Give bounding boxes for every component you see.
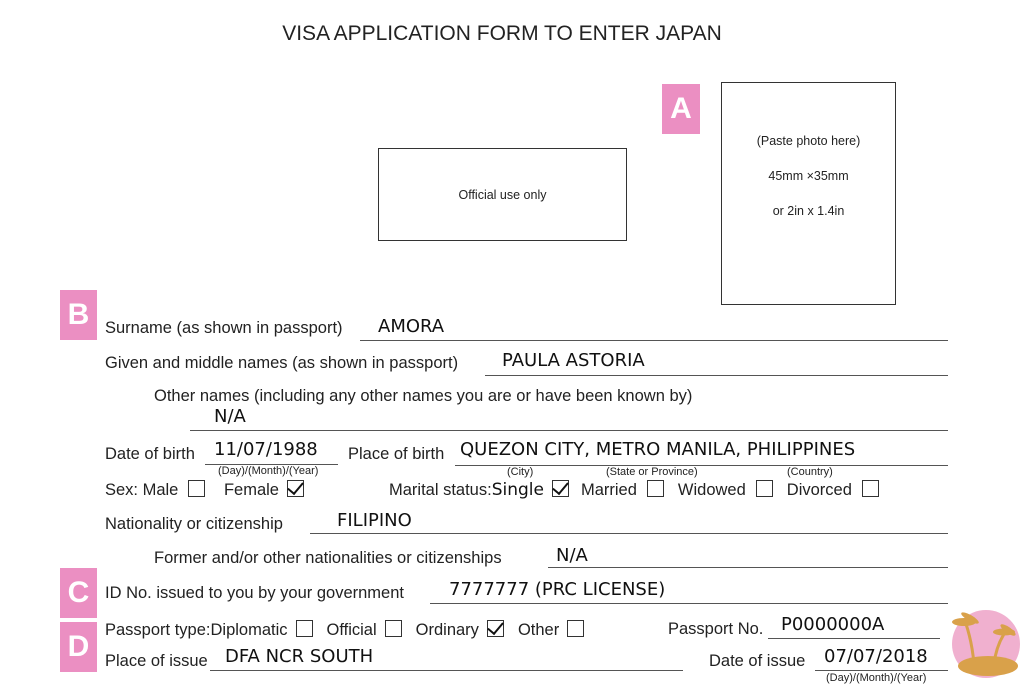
pob-label: Place of birth [348, 445, 445, 463]
divorced-label: Divorced [786, 481, 852, 499]
former-nationality-field[interactable]: N/A [556, 545, 588, 566]
official-use-box [378, 148, 627, 241]
passport-type-row [105, 620, 584, 640]
passport-no-underline [768, 638, 940, 639]
other-names-field[interactable]: N/A [214, 406, 246, 427]
passport-type-label: Passport type: [105, 621, 211, 639]
single-checkbox[interactable] [552, 480, 569, 497]
other-names-label: Other names (including any other names you are or have been known by) [154, 387, 693, 405]
other-type-checkbox[interactable] [567, 620, 584, 637]
marital-row [389, 480, 879, 500]
married-checkbox[interactable] [647, 480, 664, 497]
dob-field[interactable]: 11/07/1988 [214, 439, 318, 460]
passport-no-field[interactable]: P0000000A [781, 614, 885, 635]
other-type-label: Other [517, 621, 560, 639]
pob-hint-city: (City) [507, 466, 534, 478]
sex-row [105, 480, 308, 500]
female-label: Female [223, 481, 279, 499]
dob-label: Date of birth [105, 445, 195, 463]
given-names-underline [485, 375, 948, 376]
diplomatic-checkbox[interactable] [296, 620, 313, 637]
given-names-label: Given and middle names (as shown in passport) [105, 354, 459, 372]
dob-hint: (Day)/(Month)/(Year) [218, 465, 319, 477]
ordinary-label: Ordinary [415, 621, 479, 639]
passport-no-label: Passport No. [668, 620, 764, 638]
pob-field[interactable]: QUEZON CITY, METRO MANILA, PHILIPPINES [460, 439, 856, 460]
date-of-issue-field[interactable]: 07/07/2018 [824, 646, 928, 667]
form-title: VISA APPLICATION FORM TO ENTER JAPAN [282, 22, 722, 45]
official-use-text: Official use only [458, 187, 547, 202]
nationality-label: Nationality or citizenship [105, 515, 283, 533]
male-checkbox[interactable] [188, 480, 205, 497]
photo-box[interactable] [721, 82, 896, 305]
given-names-field[interactable]: PAULA ASTORIA [502, 350, 645, 371]
date-of-issue-hint: (Day)/(Month)/(Year) [826, 672, 927, 684]
place-of-issue-field[interactable]: DFA NCR SOUTH [225, 646, 374, 667]
place-of-issue-label: Place of issue [105, 652, 208, 670]
gov-id-label: ID No. issued to you by your government [105, 584, 404, 602]
other-names-underline [190, 430, 948, 431]
sex-male-label: Sex: Male [105, 481, 179, 499]
nationality-underline [310, 533, 948, 534]
gov-id-field[interactable]: 7777777 (PRC LICENSE) [449, 579, 666, 600]
former-nationality-underline [548, 567, 948, 568]
single-label: Single [491, 480, 544, 500]
married-label: Married [580, 481, 637, 499]
female-checkbox[interactable] [287, 480, 304, 497]
ordinary-checkbox[interactable] [487, 620, 504, 637]
photo-size-in: or 2in x 1.4in [772, 204, 845, 218]
pob-hint-state: (State or Province) [606, 466, 698, 478]
date-of-issue-label: Date of issue [709, 652, 806, 670]
palm-island-logo-icon [944, 602, 1024, 682]
section-tag-b: B [60, 290, 97, 340]
photo-instruction: (Paste photo here) [756, 134, 861, 148]
surname-underline [360, 340, 948, 341]
widowed-label: Widowed [677, 481, 746, 499]
surname-field[interactable]: AMORA [378, 316, 445, 337]
former-nationality-label: Former and/or other nationalities or citizenships [154, 549, 502, 567]
date-of-issue-underline [815, 670, 948, 671]
divorced-checkbox[interactable] [862, 480, 879, 497]
marital-label: Marital status: [389, 481, 492, 499]
official-label: Official [326, 621, 377, 639]
gov-id-underline [430, 603, 948, 604]
pob-hint-country: (Country) [787, 466, 833, 478]
photo-size-mm: 45mm ×35mm [768, 169, 849, 183]
widowed-checkbox[interactable] [756, 480, 773, 497]
diplomatic-label: Diplomatic [210, 621, 288, 639]
surname-label: Surname (as shown in passport) [105, 319, 343, 337]
nationality-field[interactable]: FILIPINO [337, 510, 412, 531]
official-checkbox[interactable] [385, 620, 402, 637]
section-tag-a: A [662, 84, 700, 134]
section-tag-c: C [60, 568, 97, 618]
section-tag-d: D [60, 622, 97, 672]
place-of-issue-underline [210, 670, 683, 671]
